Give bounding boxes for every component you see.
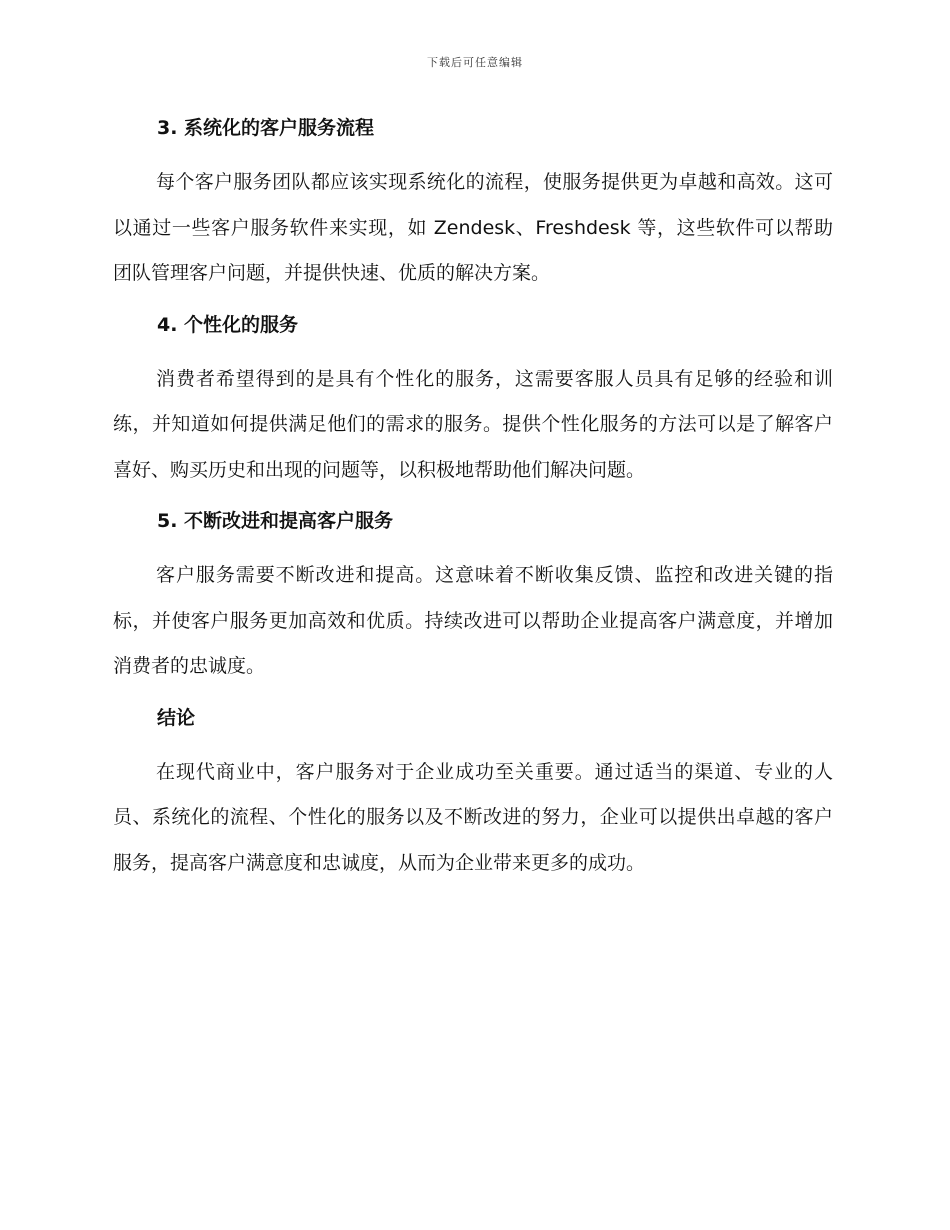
section-heading: 3. 系统化的客户服务流程 — [157, 117, 375, 139]
section-paragraph: 消费者希望得到的是具有个性化的服务，这需要客服人员具有足够的经验和训练，并知道如何提供满足他们的需求的服务。提供个性化服务的方法可以是了解客户喜好、购买历史和出现的问题等，以积极地帮助他们解决问题。 — [113, 367, 833, 481]
section-paragraph: 在现代商业中，客户服务对于企业成功至关重要。通过适当的渠道、专业的人员、系统化的流程、个性化的服务以及不断改进的努力，企业可以提供出卓越的客户服务，提高客户满意度和忠诚度，从而为企业带来更多的成功。 — [113, 760, 833, 874]
section-heading: 5. 不断改进和提高客户服务 — [157, 510, 394, 532]
section-conclusion — [113, 700, 833, 887]
section-continuous-improvement — [113, 503, 833, 700]
section-personalized-service — [113, 307, 833, 504]
section-paragraph: 每个客户服务团队都应该实现系统化的流程，使服务提供更为卓越和高效。这可以通过一些客户服务软件来实现，如 Zendesk、Freshdesk 等，这些软件可以帮助团队管理客户问题，并提供快速、优质的解决方案。 — [113, 171, 833, 284]
header-note: 下载后可任意编辑 — [427, 56, 523, 69]
document-body — [113, 110, 833, 886]
section-heading: 4. 个性化的服务 — [157, 313, 299, 336]
section-paragraph: 客户服务需要不断改进和提高。这意味着不断收集反馈、监控和改进关键的指标，并使客户服务更加高效和优质。持续改进可以帮助企业提高客户满意度，并增加消费者的忠诚度。 — [113, 564, 833, 677]
section-systematic-process — [113, 110, 833, 307]
section-heading: 结论 — [157, 706, 196, 729]
